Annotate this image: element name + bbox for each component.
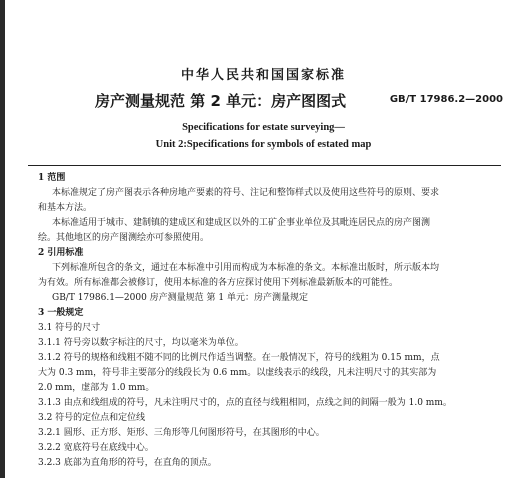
standard-title: 中华人民共和国国家标准 <box>180 68 346 83</box>
subsection-heading: 3.2 符号的定位点和定位线 <box>38 413 146 423</box>
document-title: 房产测量规范 第 2 单元：房产图图式 <box>95 92 347 110</box>
body-line: 本标准适用于城市、建制镇的建成区和建成区以外的工矿企事业单位及其毗连居民点的房产图测 <box>52 218 431 228</box>
body-line: 3.1.1 符号旁以数字标注的尺寸，均以毫米为单位。 <box>38 338 244 348</box>
body-line: 3.1.3 由点和线组成的符号，凡未注明尺寸的，点的直径与线粗相同，点线之间的间隔一般为 1.0 mm。 <box>38 398 452 408</box>
english-title-line-2: Unit 2:Specifications for symbols of estated map <box>155 139 372 150</box>
body-line: 下列标准所包含的条文，通过在本标准中引用而构成为本标准的条文。本标准出版时，所示版本均 <box>52 263 440 273</box>
body-line: 3.1.2 符号的规格和线粗不随不同的比例尺作适当调整。在一般情况下，符号的线粗为 0.15 mm，点 <box>38 353 440 363</box>
body-line: 2.0 mm，虚部为 1.0 mm。 <box>38 383 155 393</box>
body-line: 本标准规定了房产图表示各种房地产要素的符号、注记和整饰样式以及使用这些符号的原则、要求 <box>52 188 440 198</box>
reference-entry: GB/T 17986.1—2000 房产测量规范 第 1 单元：房产测量规定 <box>52 293 308 303</box>
section-heading-general: 3 一般规定 <box>38 308 84 318</box>
body-line: 为有效。所有标准都会被修订，使用本标准的各方应探讨使用下列标准最新版本的可能性。 <box>38 278 399 288</box>
body-line: 大为 0.3 mm，符号非主要部分的线段长为 0.6 mm。以虚线表示的线段，凡未注明尺寸的其实部为 <box>38 368 437 378</box>
body-line: 绘。其他地区的房产图测绘亦可参照使用。 <box>38 233 210 243</box>
section-heading-references: 2 引用标准 <box>38 248 84 258</box>
body-line: 和基本方法。 <box>38 203 93 213</box>
body-line: 3.2.3 底部为直角形的符号，在直角的顶点。 <box>38 458 217 468</box>
body-line: 3.2.1 圆形、正方形、矩形、三角形等几何图形符号，在其图形的中心。 <box>38 428 325 438</box>
standard-code: GB/T 17986.2—2000 <box>389 94 503 105</box>
body-line: 3.2.2 宽底符号在底线中心。 <box>38 443 154 453</box>
section-heading-scope: 1 范围 <box>38 173 66 183</box>
subsection-heading: 3.1 符号的尺寸 <box>38 323 101 333</box>
title-divider <box>28 165 501 166</box>
english-title-line-1: Specifications for estate surveying— <box>182 122 345 133</box>
